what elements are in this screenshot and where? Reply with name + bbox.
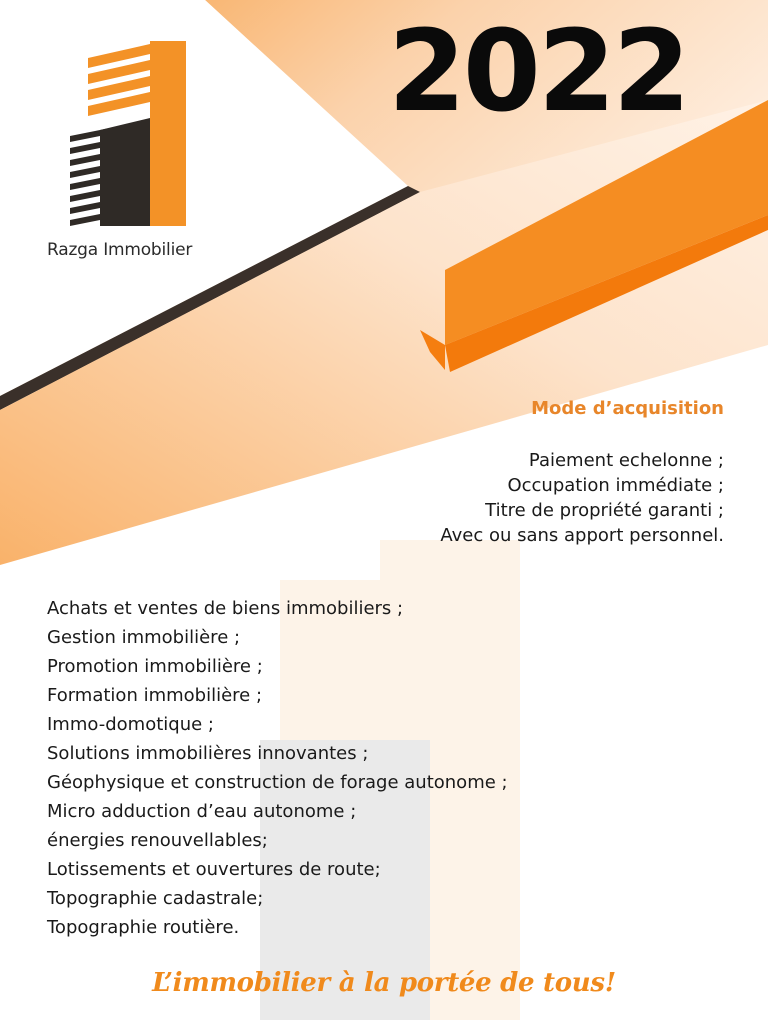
brand-name: Razga Immobilier [47, 240, 193, 260]
service-item: Solutions immobilières innovantes ; [47, 743, 369, 764]
company-logo [60, 36, 200, 226]
service-item: Gestion immobilière ; [47, 627, 241, 648]
service-item: Micro adduction d’eau autonome ; [47, 801, 357, 822]
service-item: Topographie routière. [47, 917, 240, 938]
service-item: Achats et ventes de biens immobiliers ; [47, 598, 404, 619]
service-item: Lotissements et ouvertures de route; [47, 859, 381, 880]
acquisition-item: Titre de propriété garanti ; [485, 500, 724, 521]
service-item: Promotion immobilière ; [47, 656, 263, 677]
acquisition-item: Avec ou sans apport personnel. [440, 525, 724, 546]
service-item: Formation immobilière ; [47, 685, 263, 706]
year-heading: 2022 [388, 7, 688, 137]
slogan: L’immobilier à la portée de tous! [152, 968, 616, 998]
service-item: Topographie cadastrale; [47, 888, 264, 909]
acquisition-item: Occupation immédiate ; [507, 475, 724, 496]
acquisition-list [440, 448, 724, 548]
service-item: Géophysique et construction de forage autonome ; [47, 772, 508, 793]
service-item: énergies renouvellables; [47, 830, 268, 851]
acquisition-title: Mode d’acquisition [531, 398, 724, 419]
service-item: Immo-domotique ; [47, 714, 214, 735]
acquisition-item: Paiement echelonne ; [528, 450, 724, 471]
services-list [47, 594, 508, 942]
